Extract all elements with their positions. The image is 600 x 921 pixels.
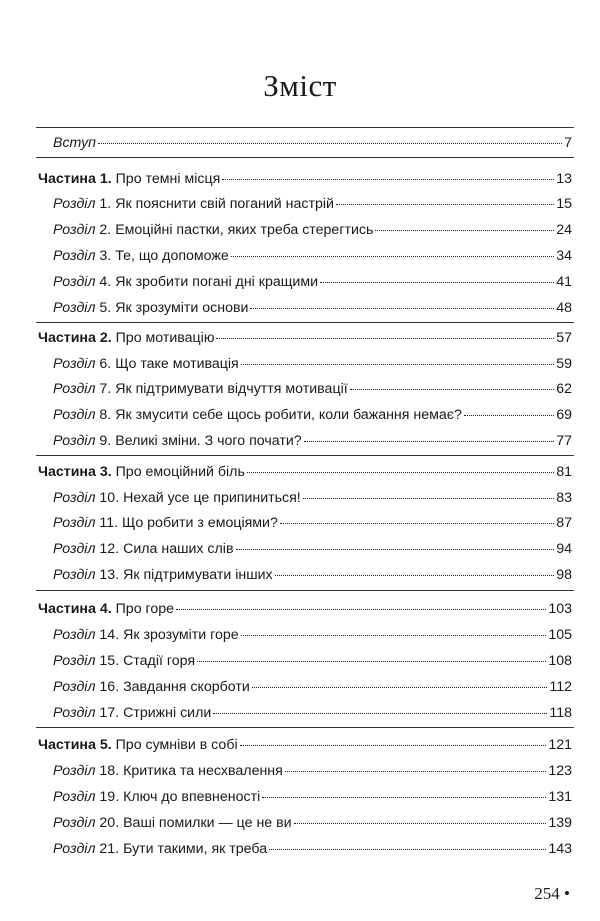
section-title: 18. Критика та несхвалення — [99, 763, 283, 779]
toc-section — [53, 623, 572, 647]
dot-leader — [262, 797, 546, 798]
dot-leader — [294, 823, 547, 824]
toc-section — [53, 759, 572, 783]
part-title: Про сумніви в собі — [115, 737, 238, 753]
section-title: 16. Завдання скорботи — [99, 679, 250, 695]
section-prefix: Розділ — [53, 815, 96, 831]
dot-leader — [280, 523, 554, 524]
toc-section — [53, 649, 572, 673]
section-prefix: Розділ — [53, 841, 96, 857]
toc-section — [53, 192, 572, 216]
page-ref: 24 — [556, 222, 572, 238]
section-title: 17. Стрижні сили — [99, 705, 212, 721]
dot-leader — [269, 849, 546, 850]
section-title: 4. Як зробити погані дні кращими — [99, 274, 319, 290]
divider — [36, 590, 574, 591]
section-prefix: Розділ — [53, 300, 96, 316]
dot-leader — [375, 230, 554, 231]
page-ref: 83 — [556, 490, 572, 506]
section-title: 6. Що таке мотивація — [99, 356, 239, 372]
page-ref: 98 — [556, 567, 572, 583]
dot-leader — [197, 661, 546, 662]
section-title: 14. Як зрозуміти горе — [99, 627, 239, 643]
dot-leader — [350, 389, 555, 390]
part-prefix: Частина 2. — [38, 330, 112, 346]
page-ref: 108 — [548, 653, 572, 669]
page-number: 254 • — [534, 884, 570, 903]
part-title: Про горе — [115, 601, 175, 617]
section-title: 12. Сила наших слів — [99, 541, 234, 557]
section-prefix: Розділ — [53, 407, 96, 423]
section-prefix: Розділ — [53, 274, 96, 290]
part-title: Про темні місця — [115, 171, 221, 187]
page-ref: 77 — [556, 433, 572, 449]
dot-leader — [275, 575, 555, 576]
toc-section — [53, 486, 572, 510]
dot-leader — [304, 441, 555, 442]
section-title: 2. Емоційні пастки, яких треба стерегтись — [99, 222, 374, 238]
section-prefix: Розділ — [53, 196, 96, 212]
dot-leader — [241, 635, 547, 636]
page-ref: 34 — [556, 248, 572, 264]
section-prefix: Розділ — [53, 356, 96, 372]
toc-section — [53, 296, 572, 320]
toc-part — [38, 733, 572, 757]
page-ref: 62 — [556, 381, 572, 397]
toc-section — [53, 270, 572, 294]
toc-section — [53, 429, 572, 453]
intro-label: Вступ — [53, 135, 96, 151]
page-ref: 112 — [549, 679, 572, 695]
section-prefix: Розділ — [53, 490, 96, 506]
section-prefix: Розділ — [53, 763, 96, 779]
dot-leader — [252, 687, 548, 688]
section-title: 9. Великі зміни. З чого почати? — [99, 433, 302, 449]
dot-leader — [464, 415, 554, 416]
toc-intro — [53, 131, 572, 155]
section-title: 11. Що робити з емоціями? — [99, 515, 278, 531]
toc-section — [53, 352, 572, 376]
page-ref: 59 — [556, 356, 572, 372]
toc-section — [53, 675, 572, 699]
section-title: 20. Ваші помилки — це не ви — [99, 815, 292, 831]
toc-part — [38, 460, 572, 484]
section-title: 13. Як підтримувати інших — [99, 567, 273, 583]
dot-leader — [236, 549, 555, 550]
part-prefix: Частина 3. — [38, 464, 112, 480]
section-title: 19. Ключ до впевненості — [99, 789, 261, 805]
section-prefix: Розділ — [53, 515, 96, 531]
page-ref: 139 — [548, 815, 572, 831]
divider — [36, 727, 574, 728]
page-ref: 94 — [556, 541, 572, 557]
toc-section — [53, 511, 572, 535]
section-title: 1. Як пояснити свій поганий настрій — [99, 196, 334, 212]
divider — [36, 157, 574, 158]
section-prefix: Розділ — [53, 541, 96, 557]
dot-leader — [250, 308, 554, 309]
toc-part — [38, 597, 572, 621]
page-ref: 105 — [548, 627, 572, 643]
dot-leader — [176, 609, 546, 610]
divider — [36, 127, 574, 128]
section-title: 15. Стадії горя — [99, 653, 196, 669]
toc-section — [53, 537, 572, 561]
section-title: 7. Як підтримувати відчуття мотивації — [99, 381, 348, 397]
page-ref: 48 — [556, 300, 572, 316]
dot-leader — [303, 498, 554, 499]
dot-leader — [222, 179, 554, 180]
toc-section — [53, 563, 572, 587]
page-ref: 69 — [556, 407, 572, 423]
dot-leader — [247, 472, 554, 473]
section-title: 3. Те, що допоможе — [99, 248, 229, 264]
toc-section — [53, 403, 572, 427]
page-ref: 121 — [548, 737, 572, 753]
part-prefix: Частина 5. — [38, 737, 112, 753]
section-prefix: Розділ — [53, 653, 96, 669]
section-prefix: Розділ — [53, 705, 96, 721]
toc-part — [38, 167, 572, 191]
dot-leader — [285, 771, 547, 772]
part-prefix: Частина 4. — [38, 601, 112, 617]
page-ref: 15 — [556, 196, 572, 212]
page-ref: 118 — [549, 705, 572, 721]
toc-section — [53, 785, 572, 809]
page-ref: 103 — [548, 601, 572, 617]
dot-leader — [98, 143, 562, 144]
toc-section — [53, 811, 572, 835]
part-prefix: Частина 1. — [38, 171, 112, 187]
toc-section — [53, 218, 572, 242]
page-ref: 13 — [556, 171, 572, 187]
dot-leader — [213, 713, 547, 714]
section-title: 8. Як змусити себе щось робити, коли бажання немає? — [99, 407, 462, 423]
dot-leader — [231, 256, 554, 257]
toc-section — [53, 701, 572, 725]
page-ref: 131 — [548, 789, 572, 805]
page-ref: 41 — [556, 274, 572, 290]
dot-leader — [241, 364, 554, 365]
section-title: 21. Бути такими, як треба — [99, 841, 268, 857]
section-prefix: Розділ — [53, 433, 96, 449]
toc-part — [38, 326, 572, 350]
dot-leader — [216, 338, 554, 339]
dot-leader — [336, 204, 554, 205]
toc-section — [53, 244, 572, 268]
toc-section — [53, 837, 572, 861]
section-title: 5. Як зрозуміти основи — [99, 300, 249, 316]
section-prefix: Розділ — [53, 567, 96, 583]
toc-section — [53, 377, 572, 401]
section-prefix: Розділ — [53, 679, 96, 695]
section-prefix: Розділ — [53, 627, 96, 643]
page-title: Зміст — [263, 68, 337, 103]
divider — [36, 322, 574, 323]
part-title: Про емоційний біль — [115, 464, 245, 480]
page-ref: 123 — [548, 763, 572, 779]
section-title: 10. Нехай усе це припиниться! — [99, 490, 301, 506]
part-title: Про мотивацію — [115, 330, 215, 346]
page-ref: 81 — [556, 464, 572, 480]
section-prefix: Розділ — [53, 381, 96, 397]
page-ref: 143 — [548, 841, 572, 857]
page-ref: 87 — [556, 515, 572, 531]
page-ref: 57 — [556, 330, 572, 346]
divider — [36, 455, 574, 456]
dot-leader — [240, 745, 547, 746]
section-prefix: Розділ — [53, 222, 96, 238]
section-prefix: Розділ — [53, 248, 96, 264]
page-ref: 7 — [564, 135, 572, 151]
section-prefix: Розділ — [53, 789, 96, 805]
dot-leader — [320, 282, 554, 283]
